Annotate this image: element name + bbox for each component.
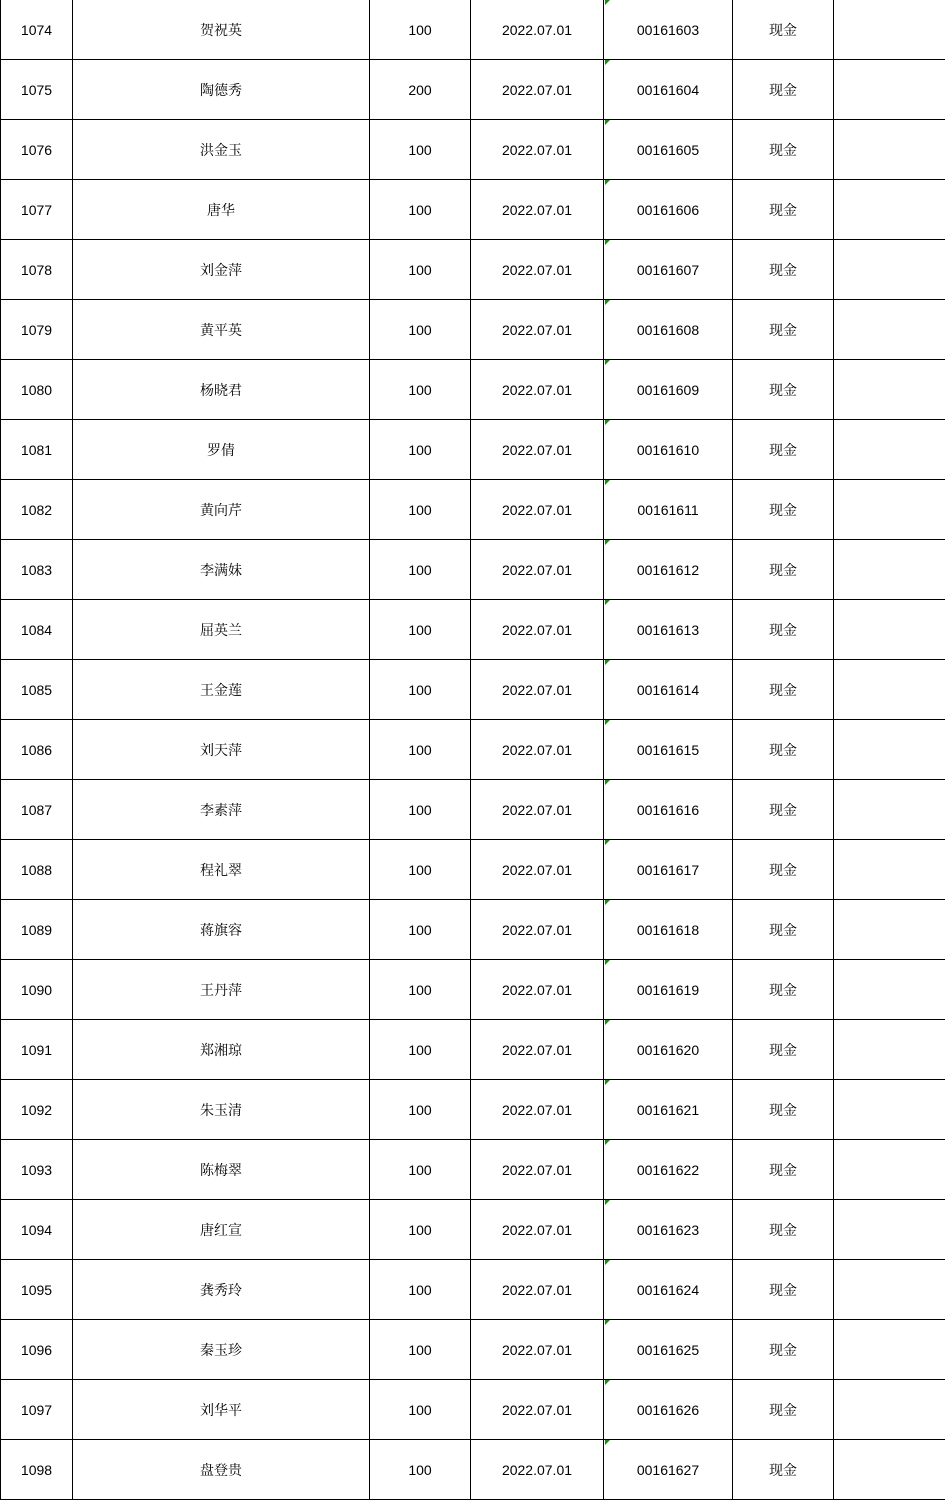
cell-voucher[interactable]: 00161607 xyxy=(604,240,733,300)
cell-amount[interactable]: 100 xyxy=(370,1440,471,1500)
cell-id[interactable]: 1095 xyxy=(1,1260,73,1320)
table-row xyxy=(1,660,945,720)
cell-payment-method[interactable]: 现金 xyxy=(733,1080,834,1140)
cell-payment-method[interactable]: 现金 xyxy=(733,1440,834,1500)
cell-date[interactable]: 2022.07.01 xyxy=(471,1020,604,1080)
cell-payment-method[interactable]: 现金 xyxy=(733,1320,834,1380)
cell-amount[interactable]: 100 xyxy=(370,720,471,780)
cell-date[interactable]: 2022.07.01 xyxy=(471,1440,604,1500)
cell-payment-method[interactable]: 现金 xyxy=(733,480,834,540)
cell-id[interactable]: 1087 xyxy=(1,780,73,840)
cell-amount[interactable]: 100 xyxy=(370,1140,471,1200)
cell-date[interactable]: 2022.07.01 xyxy=(471,240,604,300)
cell-date[interactable]: 2022.07.01 xyxy=(471,840,604,900)
cell-name[interactable]: 刘金萍 xyxy=(73,240,370,300)
cell-id[interactable]: 1077 xyxy=(1,180,73,240)
cell-amount[interactable]: 100 xyxy=(370,180,471,240)
cell-id[interactable]: 1075 xyxy=(1,60,73,120)
cell-date[interactable]: 2022.07.01 xyxy=(471,1380,604,1440)
cell-note[interactable] xyxy=(834,1320,945,1380)
cell-id[interactable]: 1098 xyxy=(1,1440,73,1500)
table-row xyxy=(1,180,945,240)
cell-payment-method[interactable]: 现金 xyxy=(733,960,834,1020)
cell-payment-method[interactable]: 现金 xyxy=(733,780,834,840)
cell-date[interactable]: 2022.07.01 xyxy=(471,1200,604,1260)
table-row xyxy=(1,1140,945,1200)
cell-note[interactable] xyxy=(834,1260,945,1320)
table-row xyxy=(1,300,945,360)
cell-voucher[interactable]: 00161616 xyxy=(604,780,733,840)
cell-id[interactable]: 1092 xyxy=(1,1080,73,1140)
cell-amount[interactable]: 100 xyxy=(370,420,471,480)
table-row xyxy=(1,1080,945,1140)
cell-amount[interactable]: 100 xyxy=(370,1260,471,1320)
cell-payment-method[interactable]: 现金 xyxy=(733,240,834,300)
table-row xyxy=(1,1260,945,1320)
cell-name[interactable]: 刘华平 xyxy=(73,1380,370,1440)
cell-id[interactable]: 1076 xyxy=(1,120,73,180)
cell-voucher[interactable]: 00161627 xyxy=(604,1440,733,1500)
cell-amount[interactable]: 100 xyxy=(370,1380,471,1440)
cell-voucher[interactable]: 00161604 xyxy=(604,60,733,120)
cell-voucher[interactable]: 00161605 xyxy=(604,120,733,180)
table-row xyxy=(1,720,945,780)
cell-name[interactable]: 蒋旗容 xyxy=(73,900,370,960)
cell-note[interactable] xyxy=(834,1200,945,1260)
cell-name[interactable]: 罗倩 xyxy=(73,420,370,480)
cell-note[interactable] xyxy=(834,300,945,360)
cell-note[interactable] xyxy=(834,600,945,660)
cell-id[interactable]: 1088 xyxy=(1,840,73,900)
cell-amount[interactable]: 100 xyxy=(370,1020,471,1080)
cell-name[interactable]: 龚秀玲 xyxy=(73,1260,370,1320)
table-row xyxy=(1,540,945,600)
cell-note[interactable] xyxy=(834,1380,945,1440)
table-body xyxy=(1,0,945,1500)
cell-amount[interactable]: 100 xyxy=(370,960,471,1020)
table-row xyxy=(1,480,945,540)
cell-payment-method[interactable]: 现金 xyxy=(733,180,834,240)
cell-date[interactable]: 2022.07.01 xyxy=(471,720,604,780)
cell-amount[interactable]: 100 xyxy=(370,540,471,600)
cell-date[interactable]: 2022.07.01 xyxy=(471,1140,604,1200)
cell-name[interactable]: 唐华 xyxy=(73,180,370,240)
cell-id[interactable]: 1093 xyxy=(1,1140,73,1200)
cell-id[interactable]: 1078 xyxy=(1,240,73,300)
table-row xyxy=(1,1200,945,1260)
cell-date[interactable]: 2022.07.01 xyxy=(471,120,604,180)
cell-voucher[interactable]: 00161618 xyxy=(604,900,733,960)
cell-payment-method[interactable]: 现金 xyxy=(733,1260,834,1320)
table-row xyxy=(1,420,945,480)
cell-amount[interactable]: 100 xyxy=(370,600,471,660)
cell-name[interactable]: 刘天萍 xyxy=(73,720,370,780)
cell-note[interactable] xyxy=(834,120,945,180)
cell-date[interactable]: 2022.07.01 xyxy=(471,1080,604,1140)
cell-payment-method[interactable]: 现金 xyxy=(733,540,834,600)
cell-id[interactable]: 1097 xyxy=(1,1380,73,1440)
cell-note[interactable] xyxy=(834,1440,945,1500)
cell-voucher[interactable]: 00161620 xyxy=(604,1020,733,1080)
cell-note[interactable] xyxy=(834,780,945,840)
cell-payment-method[interactable]: 现金 xyxy=(733,120,834,180)
cell-name[interactable]: 李满妹 xyxy=(73,540,370,600)
cell-voucher[interactable]: 00161624 xyxy=(604,1260,733,1320)
cell-name[interactable]: 陶德秀 xyxy=(73,60,370,120)
cell-voucher[interactable]: 00161617 xyxy=(604,840,733,900)
table-row xyxy=(1,120,945,180)
cell-id[interactable]: 1083 xyxy=(1,540,73,600)
cell-amount[interactable]: 100 xyxy=(370,1080,471,1140)
cell-amount[interactable]: 200 xyxy=(370,60,471,120)
cell-name[interactable]: 贺祝英 xyxy=(73,0,370,60)
cell-note[interactable] xyxy=(834,660,945,720)
cell-voucher[interactable]: 00161613 xyxy=(604,600,733,660)
table-row xyxy=(1,1440,945,1500)
cell-voucher[interactable]: 00161626 xyxy=(604,1380,733,1440)
table-row xyxy=(1,780,945,840)
table-row xyxy=(1,1380,945,1440)
cell-id[interactable]: 1094 xyxy=(1,1200,73,1260)
cell-amount[interactable]: 100 xyxy=(370,660,471,720)
cell-note[interactable] xyxy=(834,840,945,900)
cell-date[interactable]: 2022.07.01 xyxy=(471,1260,604,1320)
cell-voucher[interactable]: 00161622 xyxy=(604,1140,733,1200)
cell-name[interactable]: 黄向芹 xyxy=(73,480,370,540)
cell-id[interactable]: 1079 xyxy=(1,300,73,360)
table-row xyxy=(1,1020,945,1080)
table-row xyxy=(1,600,945,660)
cell-amount[interactable]: 100 xyxy=(370,300,471,360)
table-row xyxy=(1,960,945,1020)
cell-date[interactable]: 2022.07.01 xyxy=(471,660,604,720)
table-row xyxy=(1,840,945,900)
cell-date[interactable]: 2022.07.01 xyxy=(471,0,604,60)
cell-date[interactable]: 2022.07.01 xyxy=(471,1320,604,1380)
cell-date[interactable]: 2022.07.01 xyxy=(471,960,604,1020)
cell-note[interactable] xyxy=(834,540,945,600)
cell-payment-method[interactable]: 现金 xyxy=(733,360,834,420)
cell-id[interactable]: 1086 xyxy=(1,720,73,780)
cell-id[interactable]: 1091 xyxy=(1,1020,73,1080)
cell-voucher[interactable]: 00161611 xyxy=(604,480,733,540)
cell-date[interactable]: 2022.07.01 xyxy=(471,480,604,540)
cell-note[interactable] xyxy=(834,1080,945,1140)
cell-id[interactable]: 1090 xyxy=(1,960,73,1020)
cell-id[interactable]: 1082 xyxy=(1,480,73,540)
cell-amount[interactable]: 100 xyxy=(370,480,471,540)
table-row xyxy=(1,240,945,300)
cell-name[interactable]: 陈梅翠 xyxy=(73,1140,370,1200)
cell-name[interactable]: 李素萍 xyxy=(73,780,370,840)
cell-amount[interactable]: 100 xyxy=(370,360,471,420)
cell-note[interactable] xyxy=(834,0,945,60)
cell-amount[interactable]: 100 xyxy=(370,240,471,300)
cell-name[interactable]: 洪金玉 xyxy=(73,120,370,180)
cell-amount[interactable]: 100 xyxy=(370,900,471,960)
cell-id[interactable]: 1089 xyxy=(1,900,73,960)
cell-payment-method[interactable]: 现金 xyxy=(733,660,834,720)
cell-payment-method[interactable]: 现金 xyxy=(733,1140,834,1200)
cell-name[interactable]: 王丹萍 xyxy=(73,960,370,1020)
cell-payment-method[interactable]: 现金 xyxy=(733,0,834,60)
cell-note[interactable] xyxy=(834,240,945,300)
cell-payment-method[interactable]: 现金 xyxy=(733,1200,834,1260)
cell-note[interactable] xyxy=(834,900,945,960)
cell-name[interactable]: 王金莲 xyxy=(73,660,370,720)
cell-id[interactable]: 1085 xyxy=(1,660,73,720)
cell-voucher[interactable]: 00161614 xyxy=(604,660,733,720)
cell-date[interactable]: 2022.07.01 xyxy=(471,360,604,420)
cell-id[interactable]: 1081 xyxy=(1,420,73,480)
cell-date[interactable]: 2022.07.01 xyxy=(471,60,604,120)
cell-date[interactable]: 2022.07.01 xyxy=(471,900,604,960)
cell-note[interactable] xyxy=(834,960,945,1020)
cell-voucher[interactable]: 00161610 xyxy=(604,420,733,480)
cell-id[interactable]: 1074 xyxy=(1,0,73,60)
cell-note[interactable] xyxy=(834,720,945,780)
cell-voucher[interactable]: 00161609 xyxy=(604,360,733,420)
cell-name[interactable]: 唐红宣 xyxy=(73,1200,370,1260)
cell-id[interactable]: 1080 xyxy=(1,360,73,420)
cell-payment-method[interactable]: 现金 xyxy=(733,1020,834,1080)
cell-amount[interactable]: 100 xyxy=(370,840,471,900)
cell-note[interactable] xyxy=(834,480,945,540)
cell-voucher[interactable]: 00161615 xyxy=(604,720,733,780)
cell-name[interactable]: 郑湘琼 xyxy=(73,1020,370,1080)
cell-payment-method[interactable]: 现金 xyxy=(733,720,834,780)
table-row xyxy=(1,360,945,420)
cell-amount[interactable]: 100 xyxy=(370,780,471,840)
cell-name[interactable]: 朱玉清 xyxy=(73,1080,370,1140)
table-row xyxy=(1,900,945,960)
cell-voucher[interactable]: 00161606 xyxy=(604,180,733,240)
cell-note[interactable] xyxy=(834,420,945,480)
cell-voucher[interactable]: 00161603 xyxy=(604,0,733,60)
cell-voucher[interactable]: 00161619 xyxy=(604,960,733,1020)
cell-note[interactable] xyxy=(834,1140,945,1200)
cell-date[interactable]: 2022.07.01 xyxy=(471,780,604,840)
cell-payment-method[interactable]: 现金 xyxy=(733,60,834,120)
cell-voucher[interactable]: 00161612 xyxy=(604,540,733,600)
cell-name[interactable]: 秦玉珍 xyxy=(73,1320,370,1380)
cell-name[interactable]: 程礼翠 xyxy=(73,840,370,900)
cell-payment-method[interactable]: 现金 xyxy=(733,840,834,900)
cell-name[interactable]: 盘登贵 xyxy=(73,1440,370,1500)
cell-id[interactable]: 1096 xyxy=(1,1320,73,1380)
cell-note[interactable] xyxy=(834,180,945,240)
cell-note[interactable] xyxy=(834,360,945,420)
table-row xyxy=(1,1320,945,1380)
table-row xyxy=(1,60,945,120)
cell-amount[interactable]: 100 xyxy=(370,0,471,60)
cell-note[interactable] xyxy=(834,1020,945,1080)
cell-payment-method[interactable]: 现金 xyxy=(733,1380,834,1440)
cell-amount[interactable]: 100 xyxy=(370,1200,471,1260)
cell-amount[interactable]: 100 xyxy=(370,1320,471,1380)
cell-voucher[interactable]: 00161623 xyxy=(604,1200,733,1260)
cell-payment-method[interactable]: 现金 xyxy=(733,900,834,960)
cell-payment-method[interactable]: 现金 xyxy=(733,420,834,480)
cell-name[interactable]: 屈英兰 xyxy=(73,600,370,660)
cell-note[interactable] xyxy=(834,60,945,120)
cell-voucher[interactable]: 00161608 xyxy=(604,300,733,360)
cell-date[interactable]: 2022.07.01 xyxy=(471,420,604,480)
cell-date[interactable]: 2022.07.01 xyxy=(471,600,604,660)
cell-voucher[interactable]: 00161621 xyxy=(604,1080,733,1140)
cell-name[interactable]: 黄平英 xyxy=(73,300,370,360)
cell-id[interactable]: 1084 xyxy=(1,600,73,660)
cell-payment-method[interactable]: 现金 xyxy=(733,300,834,360)
cell-date[interactable]: 2022.07.01 xyxy=(471,180,604,240)
cell-name[interactable]: 杨晓君 xyxy=(73,360,370,420)
cell-payment-method[interactable]: 现金 xyxy=(733,600,834,660)
cell-amount[interactable]: 100 xyxy=(370,120,471,180)
cell-date[interactable]: 2022.07.01 xyxy=(471,540,604,600)
cell-voucher[interactable]: 00161625 xyxy=(604,1320,733,1380)
table-row xyxy=(1,0,945,60)
cell-date[interactable]: 2022.07.01 xyxy=(471,300,604,360)
